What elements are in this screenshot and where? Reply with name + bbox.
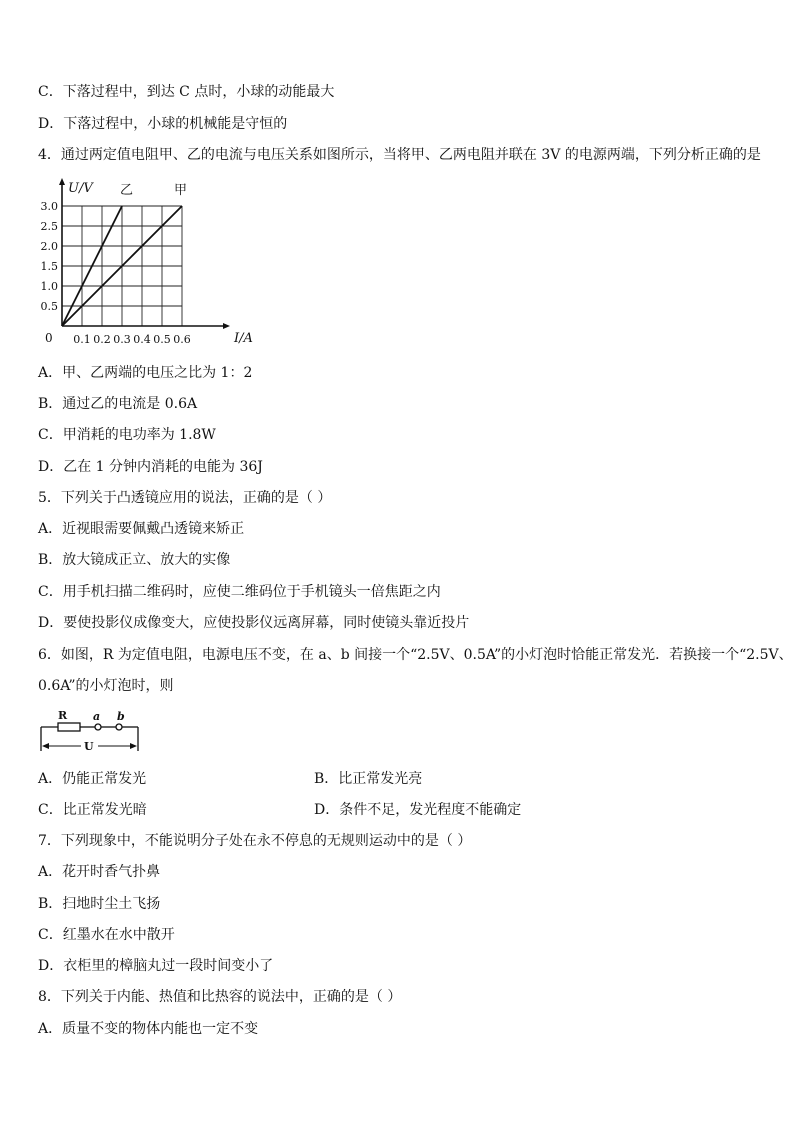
- q4-option-a: A．甲、乙两端的电压之比为 1：2: [38, 365, 253, 381]
- q6-option-a: A．仍能正常发光: [38, 771, 147, 787]
- q4-option-c: C．甲消耗的电功率为 1.8W: [38, 427, 216, 443]
- q8-option-a: A．质量不变的物体内能也一定不变: [38, 1021, 259, 1037]
- y-tick-label: 2.5: [40, 220, 58, 233]
- series-label-jia: 甲: [174, 183, 188, 198]
- q4-option-b: B．通过乙的电流是 0.6A: [38, 396, 198, 412]
- resistor-label: R: [58, 709, 68, 722]
- q5-stem: 5．下列关于凸透镜应用的说法，正确的是（ ）: [38, 490, 332, 506]
- terminal-a: [95, 724, 101, 730]
- y-tick-label: 0.5: [40, 300, 58, 313]
- q5-option-d: D．要使投影仪成像变大，应使投影仪远离屏幕，同时使镜头靠近投片: [38, 615, 470, 631]
- terminal-b-label: b: [117, 710, 125, 723]
- y-tick-label: 3.0: [40, 200, 58, 213]
- voltage-arrowhead-right: [130, 743, 137, 749]
- q6-option-c: C．比正常发光暗: [38, 802, 147, 818]
- q4-ui-graph: [40, 176, 253, 351]
- q7-stem: 7．下列现象中，不能说明分子处在永不停息的无规则运动中的是（ ）: [38, 833, 472, 849]
- x-tick-label: 0.5: [153, 333, 171, 346]
- resistor: [58, 723, 80, 731]
- origin-label: 0: [45, 331, 53, 345]
- x-axis-arrow: [223, 323, 230, 329]
- y-axis-label: U/V: [68, 181, 93, 196]
- q5-option-b: B．放大镜成正立、放大的实像: [38, 552, 231, 568]
- y-tick-label: 1.0: [40, 280, 58, 293]
- q6-stem-line1: 6．如图，R 为定值电阻，电源电压不变，在 a、b 间接一个“2.5V、0.5A”的小灯泡时恰能正常发光．若换接一个“2.5V、: [38, 647, 793, 663]
- q7-option-d: D．衣柜里的樟脑丸过一段时间变小了: [38, 958, 274, 974]
- q6-circuit-diagram: [38, 705, 148, 755]
- y-tick-label: 2.0: [40, 240, 58, 253]
- x-tick-label: 0.1: [73, 333, 91, 346]
- y-tick-label: 1.5: [40, 260, 58, 273]
- q7-option-b: B．扫地时尘土飞扬: [38, 896, 161, 912]
- voltage-label: U: [84, 740, 94, 753]
- x-tick-label: 0.2: [93, 333, 111, 346]
- x-axis-label: I/A: [234, 331, 253, 346]
- q5-option-c: C．用手机扫描二维码时，应使二维码位于手机镜头一倍焦距之内: [38, 584, 441, 600]
- q4-option-d: D．乙在 1 分钟内消耗的电能为 36J: [38, 459, 263, 475]
- q7-option-c: C．红墨水在水中散开: [38, 927, 175, 943]
- q3-option-c: C．下落过程中，到达 C 点时，小球的动能最大: [38, 84, 335, 100]
- q8-stem: 8．下列关于内能、热值和比热容的说法中，正确的是（ ）: [38, 989, 402, 1005]
- terminal-b: [116, 724, 122, 730]
- q6-option-d: D．条件不足，发光程度不能确定: [314, 802, 522, 818]
- x-tick-label: 0.3: [113, 333, 131, 346]
- series-label-yi: 乙: [120, 183, 134, 198]
- q7-option-a: A．花开时香气扑鼻: [38, 864, 161, 880]
- q3-option-d: D．下落过程中，小球的机械能是守恒的: [38, 116, 288, 132]
- q4-stem: 4．通过两定值电阻甲、乙的电流与电压关系如图所示，当将甲、乙两电阻并联在 3V 的电源两端，下列分析正确的是: [38, 147, 761, 163]
- terminal-a-label: a: [93, 710, 101, 723]
- q6-option-b: B．比正常发光亮: [314, 771, 423, 787]
- voltage-arrowhead-left: [42, 743, 49, 749]
- q6-stem-line2: 0.6A”的小灯泡时，则: [38, 678, 174, 694]
- q5-option-a: A．近视眼需要佩戴凸透镜来矫正: [38, 521, 245, 537]
- y-axis-arrow: [59, 178, 65, 185]
- x-tick-label: 0.6: [173, 333, 191, 346]
- x-tick-label: 0.4: [133, 333, 151, 346]
